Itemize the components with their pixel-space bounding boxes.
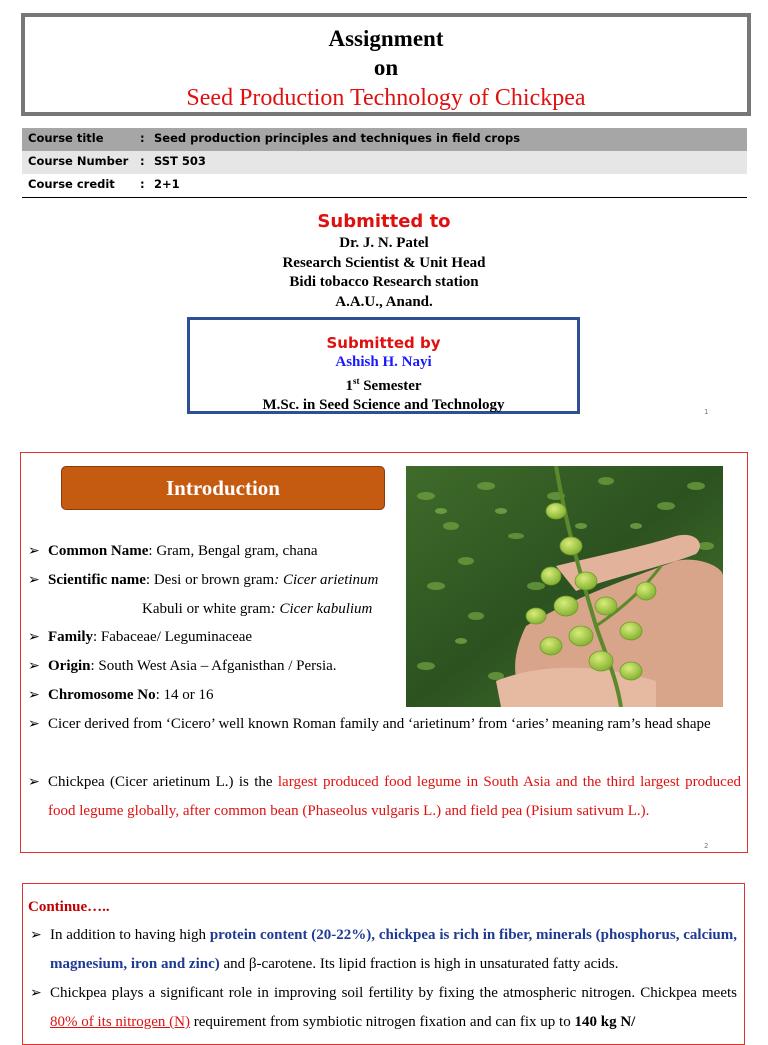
- soil-highlight: 80% of its nitrogen (N): [50, 1014, 190, 1030]
- arrow-bullet-icon: ➢: [28, 630, 40, 645]
- origin-label: Origin: [48, 658, 91, 674]
- arrow-bullet-icon: ➢: [30, 928, 42, 943]
- degree-line: M.Sc. in Seed Science and Technology: [262, 397, 505, 413]
- submitted-to-line: Dr. J. N. Patel: [339, 235, 429, 251]
- chickpea-plain: Chickpea (Cicer arietinum L.) is the: [48, 774, 278, 790]
- bullet-text: [48, 623, 252, 652]
- arrow-bullet-icon: ➢: [30, 986, 42, 1001]
- submitted-by-box: [187, 317, 580, 414]
- continue-heading: Continue…..: [28, 899, 110, 915]
- semester-suffix: st: [352, 376, 360, 386]
- family-label: Family: [48, 629, 93, 645]
- common-name-label: Common Name: [48, 543, 149, 559]
- sci-kabuli-name: : Cicer kabulium: [270, 601, 373, 617]
- course-table: [22, 128, 747, 198]
- soil-bold: 140 kg N/: [574, 1014, 636, 1030]
- page-number-2: 2: [704, 842, 709, 850]
- chickpea-plant-photo: [406, 466, 723, 707]
- course-key: Course credit: [28, 177, 115, 191]
- soil-fertility-text: [50, 979, 737, 1037]
- sci-name-label: Scientific name: [48, 572, 146, 588]
- chromosome-label: Chromosome No: [48, 687, 156, 703]
- student-name: Ashish H. Nayi: [335, 354, 432, 370]
- chickpea-highlight: largest produced food legume in South Asia and the third largest produced food legume globally, after common bean (Phaseolus vulgaris L.) and field pea (Pisium sativum L.).: [48, 774, 741, 819]
- cicer-text: Cicer derived from ‘Cicero’ well known Roman family and ‘arietinum’ from ‘aries’ meaning ram’s head shape: [48, 716, 711, 732]
- arrow-bullet-icon: ➢: [28, 717, 40, 732]
- nutrition-highlight: protein content (20-22%), chickpea is rich in fiber, minerals (phosphorus, calcium, magnesium, iron and zinc): [50, 927, 737, 972]
- sci-desi-name: : Cicer arietinum: [274, 572, 379, 588]
- table-row: [22, 128, 747, 151]
- list-item: [28, 710, 741, 739]
- title-on: on: [373, 55, 399, 80]
- submitted-by-heading: Submitted by: [326, 334, 441, 352]
- semester-line: [190, 372, 577, 396]
- list-item: [28, 768, 741, 826]
- bullet-text: [48, 681, 214, 710]
- list-item: [28, 652, 398, 681]
- list-item: [28, 537, 408, 566]
- table-row: [22, 174, 747, 197]
- submitted-to-line: Bidi tobacco Research station: [289, 274, 479, 290]
- submitted-to-line: A.A.U., Anand.: [335, 293, 433, 310]
- bullet-text: [48, 537, 318, 566]
- title-topic: Seed Production Technology of Chickpea: [186, 85, 586, 111]
- submitted-to-heading: Submitted to: [317, 211, 451, 232]
- semester-number: 1: [345, 378, 353, 394]
- submitted-to-line: Research Scientist & Unit Head: [282, 254, 486, 271]
- arrow-bullet-icon: ➢: [28, 659, 40, 674]
- list-item: [30, 979, 737, 1037]
- title-box: [21, 13, 751, 116]
- course-sep: :: [140, 131, 145, 145]
- arrow-bullet-icon: ➢: [28, 573, 40, 588]
- semester-text: Semester: [359, 378, 422, 394]
- origin-value: : South West Asia – Afganisthan / Persia.: [90, 658, 337, 674]
- sci-desi: : Desi or brown gram: [145, 572, 275, 588]
- common-name-value: : Gram, Bengal gram, chana: [148, 543, 318, 559]
- course-key: Course title: [28, 131, 104, 145]
- list-item: [28, 623, 398, 652]
- soil-plain-2: requirement from symbiotic nitrogen fixation and can fix up to: [189, 1014, 575, 1030]
- course-value: Seed production principles and techniques in field crops: [154, 131, 521, 145]
- arrow-bullet-icon: ➢: [28, 688, 40, 703]
- submitted-to-block: [0, 210, 768, 312]
- family-value: : Fabaceae/ Leguminaceae: [93, 629, 253, 645]
- bullet-text: [48, 652, 337, 681]
- list-item-continuation: [142, 595, 412, 624]
- chickpea-text: [48, 768, 741, 826]
- list-item: [30, 921, 737, 979]
- nutrition-text: [50, 921, 737, 979]
- course-value: SST 503: [154, 154, 206, 168]
- list-item: [28, 681, 398, 710]
- page-number-1: 1: [704, 408, 709, 416]
- arrow-bullet-icon: ➢: [28, 544, 40, 559]
- sci-kabuli: Kabuli or white gram: [142, 601, 271, 617]
- bullet-text: [48, 566, 378, 595]
- nutrition-plain-2: and β-carotene. Its lipid fraction is high in unsaturated fatty acids.: [219, 956, 619, 972]
- course-sep: :: [140, 177, 145, 191]
- course-sep: :: [140, 154, 145, 168]
- nutrition-plain-1: In addition to having high: [50, 927, 210, 943]
- list-item: [28, 566, 408, 595]
- title-assignment: Assignment: [328, 26, 444, 51]
- table-row: [22, 151, 747, 174]
- soil-plain-1: Chickpea plays a significant role in improving soil fertility by fixing the atmospheric nitrogen. Chickpea meets: [50, 985, 737, 1001]
- course-key: Course Number: [28, 154, 129, 168]
- chromosome-value: : 14 or 16: [155, 687, 214, 703]
- introduction-heading: Introduction: [61, 466, 385, 510]
- chickpea-plant-photo-svg: [406, 466, 723, 707]
- course-value: 2+1: [154, 177, 180, 191]
- arrow-bullet-icon: ➢: [28, 775, 40, 790]
